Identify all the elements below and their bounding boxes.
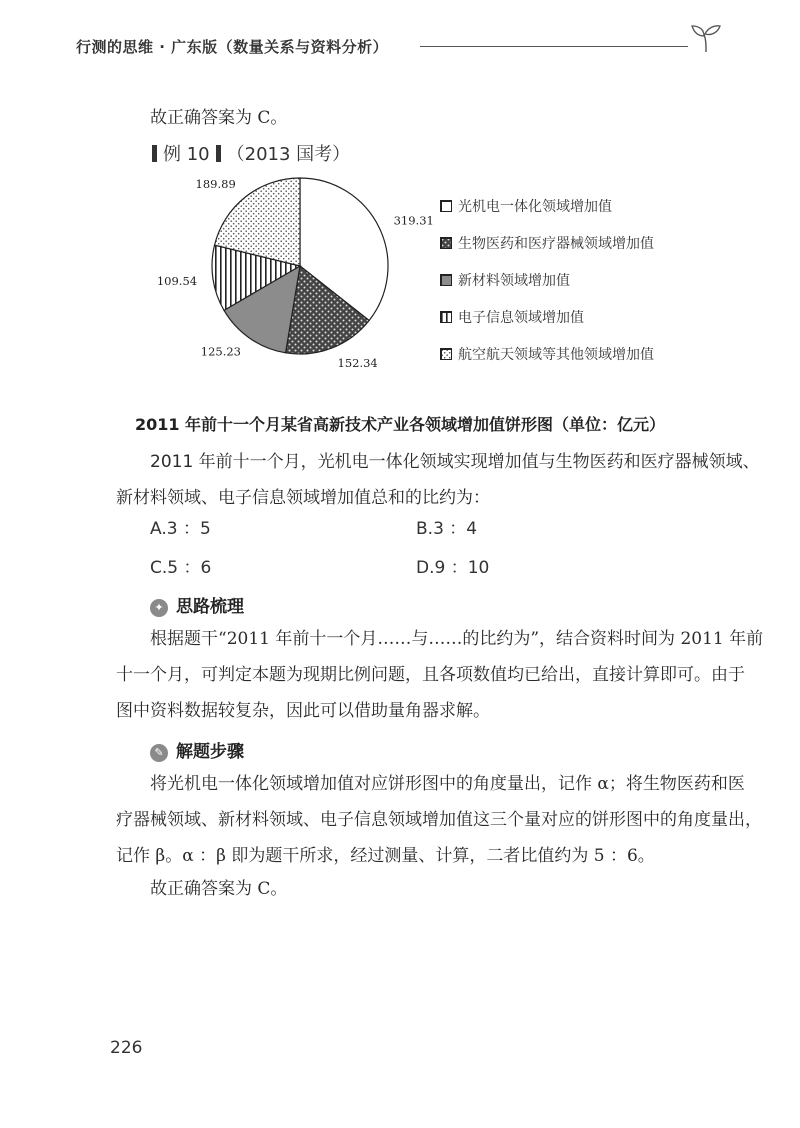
pie-chart: [150, 175, 450, 385]
analysis-line: 图中资料数据较复杂，因此可以借助量角器求解。: [116, 701, 490, 721]
legend-label: 航空航天领域等其他领域增加值: [458, 347, 654, 363]
pie-value-label: 125.23: [200, 344, 241, 359]
legend-item: [440, 233, 654, 270]
label-bar-left: [152, 145, 157, 162]
legend-label: 电子信息领域增加值: [458, 310, 584, 326]
solution-answer: 故正确答案为 C。: [150, 879, 288, 899]
solution-title: 解题步骤: [176, 742, 244, 762]
pie-value-label: 319.31: [393, 213, 434, 228]
intro-answer: 故正确答案为 C。: [150, 108, 288, 128]
label-bar-right: [216, 145, 221, 162]
analysis-text: [116, 621, 764, 729]
solution-text: [116, 766, 762, 874]
solution-line: 将光机电一体化领域增加值对应饼形图中的角度量出，记作 α；将生物医药和医: [150, 774, 745, 794]
solution-line: 记作 β。α ：β 即为题干所求，经过测量、计算，二者比值约为 5 ：6。: [116, 846, 655, 866]
option-b: B.3 ：4: [416, 519, 478, 539]
legend-item: [440, 344, 654, 381]
question-text: [116, 444, 760, 516]
analysis-heading: [150, 592, 244, 617]
option-c: C.5 ：6: [150, 558, 212, 578]
pie-value-label: 189.89: [195, 177, 236, 192]
legend-swatch-stripes: [440, 311, 452, 323]
legend-swatch-gray: [440, 274, 452, 286]
legend-label: 生物医药和医疗器械领域增加值: [458, 236, 654, 252]
legend-item: [440, 270, 654, 307]
question-line: 新材料领域、电子信息领域增加值总和的比约为：: [116, 488, 490, 508]
legend-swatch-white: [440, 200, 452, 212]
running-header-title: 行测的思维 · 广东版（数量关系与资料分析）: [76, 38, 389, 56]
example-number: 例 10: [163, 144, 210, 165]
legend-item: [440, 196, 654, 233]
pie-value-label: 152.34: [337, 356, 378, 370]
analysis-line: 根据题干“2011 年前十一个月……与……的比约为”，结合资料时间为 2011 年前: [150, 629, 764, 649]
chart-legend: [440, 196, 654, 381]
solution-heading: [150, 737, 244, 762]
analysis-line: 十一个月，可判定本题为现期比例问题，且各项数值均已给出，直接计算即可。由于: [116, 665, 745, 685]
steps-icon: ✎: [150, 744, 168, 762]
legend-swatch-dots-light: [440, 348, 452, 360]
example-label: [146, 140, 350, 166]
legend-label: 新材料领域增加值: [458, 273, 570, 289]
chart-caption: 2011 年前十一个月某省高新技术产业各领域增加值饼形图（单位：亿元）: [134, 415, 666, 434]
example-source: （2013 国考）: [226, 144, 351, 165]
legend-label: 光机电一体化领域增加值: [458, 199, 612, 215]
question-line: 2011 年前十一个月，光机电一体化领域实现增加值与生物医药和医疗器械领域、: [150, 452, 760, 472]
option-a: A.3 ：5: [150, 519, 211, 539]
header-rule: [420, 46, 688, 47]
sprout-icon: [688, 22, 724, 56]
page-number: 226: [110, 1038, 143, 1058]
bulb-icon: ✦: [150, 599, 168, 617]
analysis-title: 思路梳理: [176, 597, 244, 617]
pie-value-label: 109.54: [156, 274, 198, 288]
option-d: D.9 ：10: [416, 558, 490, 578]
solution-line: 疗器械领域、新材料领域、电子信息领域增加值这三个量对应的饼形图中的角度量出，: [116, 810, 762, 830]
legend-item: [440, 307, 654, 344]
legend-swatch-dots-dark: [440, 237, 452, 249]
